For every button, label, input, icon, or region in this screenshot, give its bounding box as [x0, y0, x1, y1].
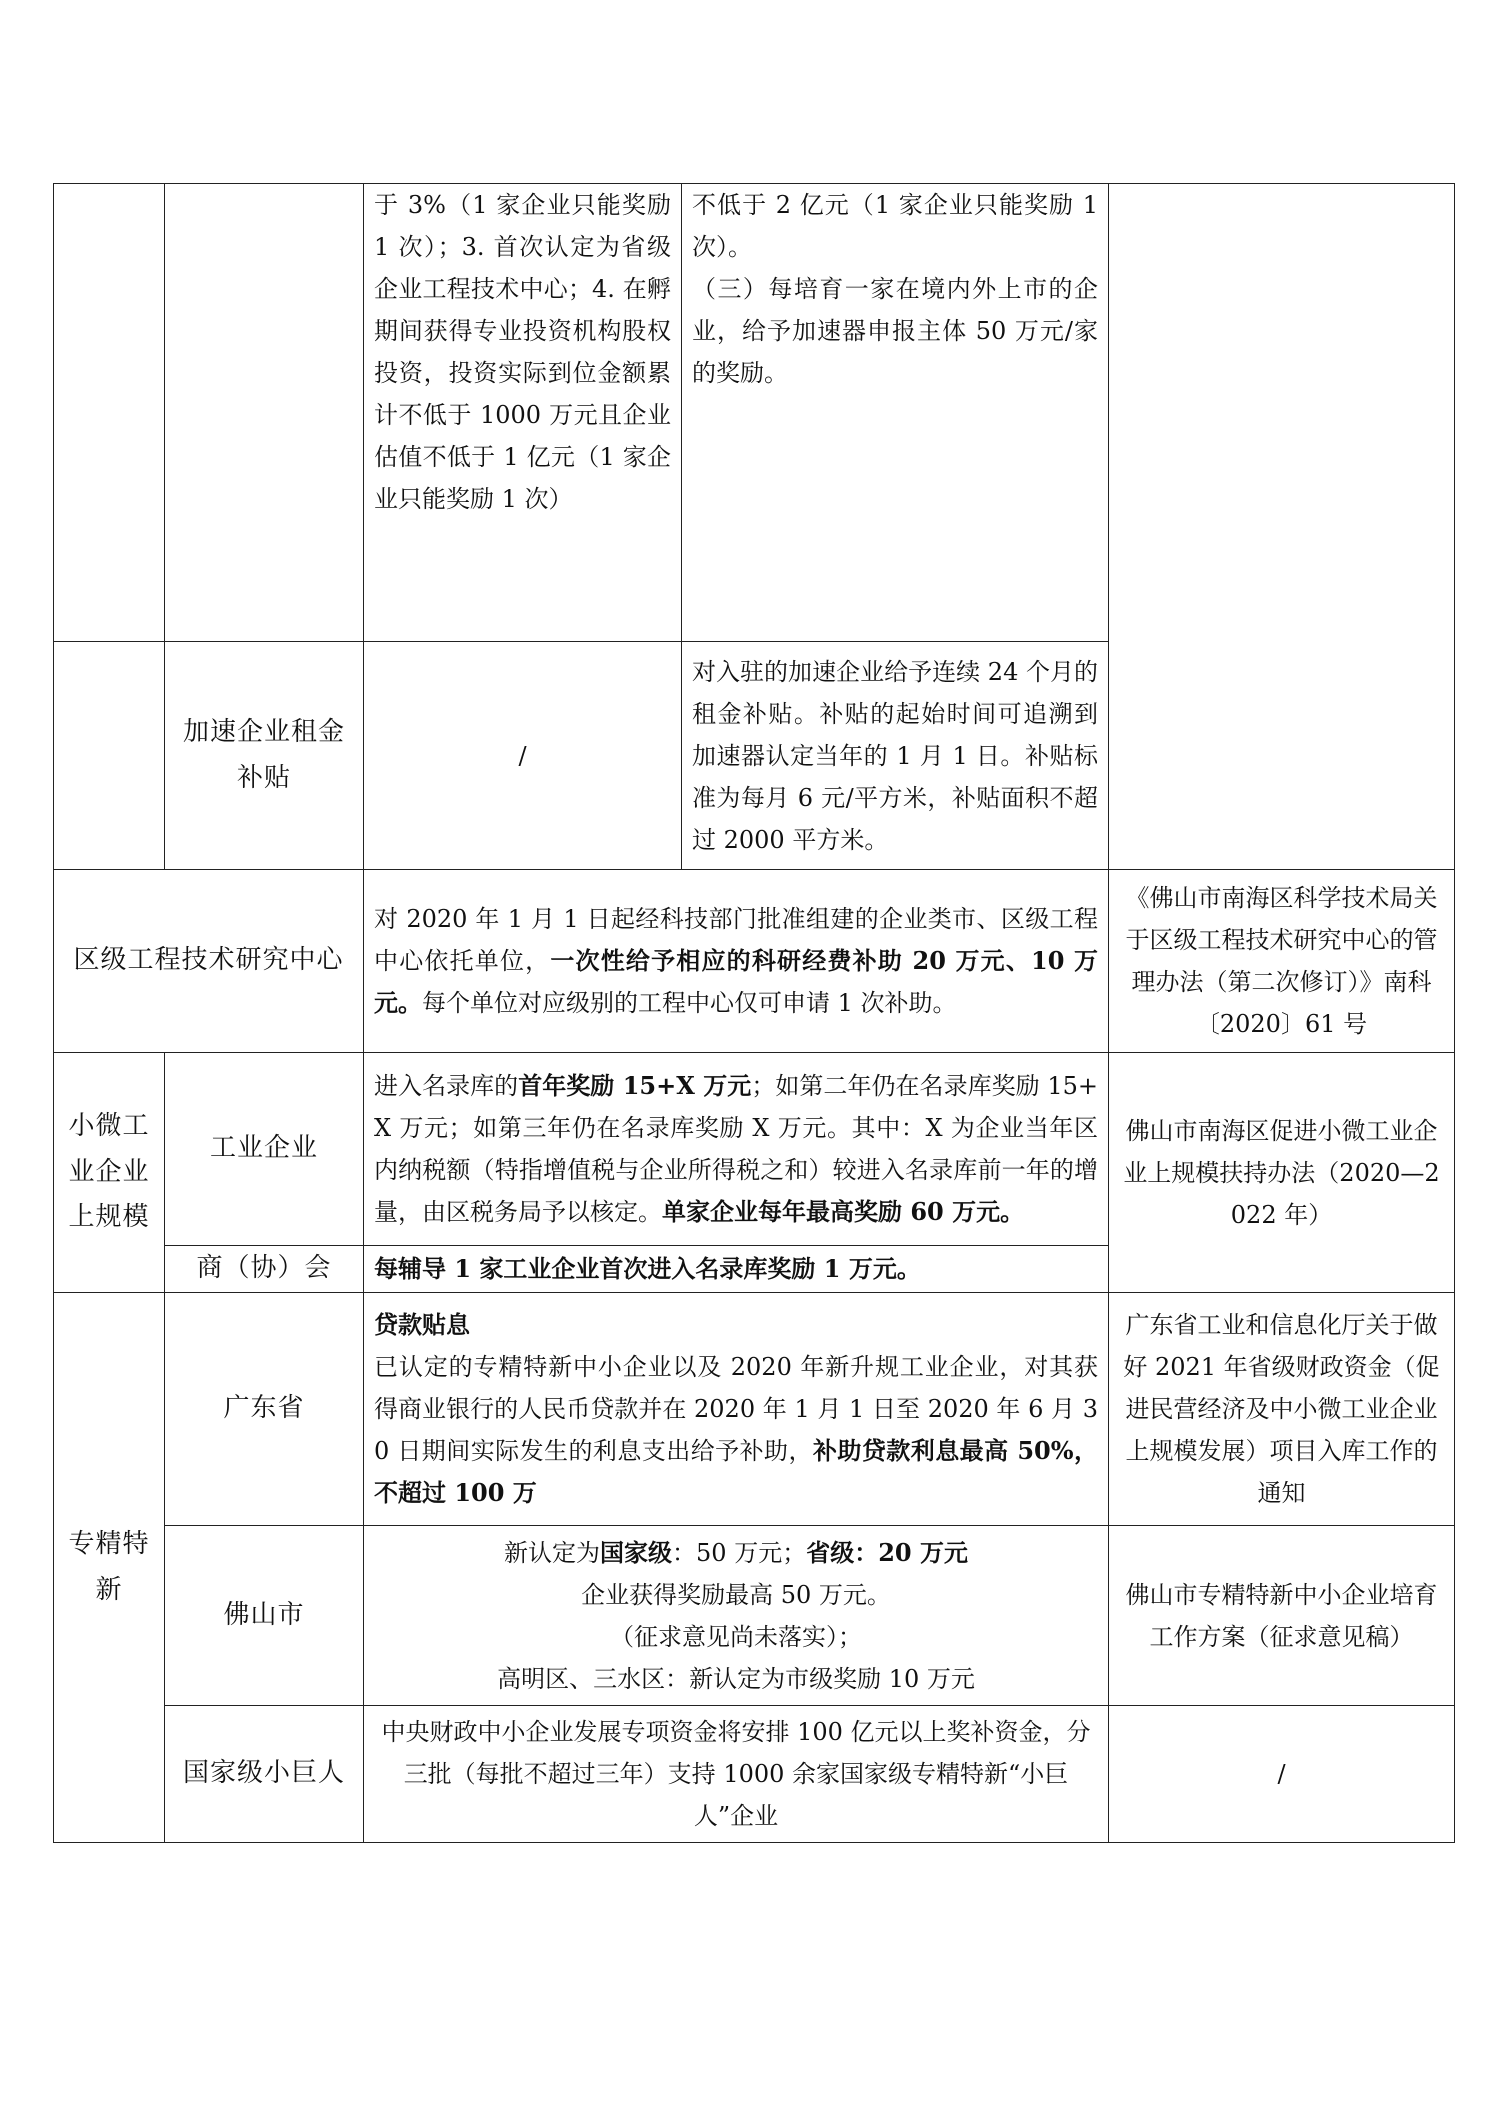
continuation-row [54, 184, 1455, 642]
industrial-text-1: 进入名录库的 [374, 1072, 519, 1100]
industrial-text-2: ；如第二年仍在名录库奖励 15+X 万元；如第三年仍在名录库奖励 X 万元。其中：X 为企业当年区内纳税额（特指增值税与企业所得税之和）较进入名录库前一年的增量，由区税务局予以核定。 [374, 1072, 1099, 1226]
small-micro-basis: 佛山市南海区促进小微工业企业上规模扶持办法（2020—2022 年） [1109, 1053, 1455, 1293]
engineering-center-text-2: 每个单位对应级别的工程中心仅可申请 1 次补助。 [422, 989, 957, 1017]
guangdong-text-1: 已认定的专精特新中小企业以及 2020 年新升规工业企业，对其获得商业银行的人民币贷款并在 2020 年 1 月 1 日至 2020 年 6 月 30 日期间实际发生的利息支出给予补助， [374, 1353, 1098, 1465]
foshan-row [54, 1526, 1455, 1706]
guangdong-row [54, 1293, 1455, 1526]
foshan-basis: 佛山市专精特新中小企业培育工作方案（征求意见稿） [1109, 1526, 1455, 1706]
category-cell-empty-2 [54, 642, 165, 870]
guangdong-heading: 贷款贴息 [374, 1310, 470, 1339]
foshan-text [364, 1526, 1109, 1706]
engineering-center-label: 区级工程技术研究中心 [54, 870, 364, 1053]
chamber-text: 每辅导 1 家工业企业首次进入名录库奖励 1 万元。 [364, 1246, 1109, 1293]
foshan-line-3: （征求意见尚未落实）； [610, 1622, 862, 1651]
engineering-center-text [364, 870, 1109, 1053]
foshan-line-1b: 国家级 [600, 1537, 673, 1567]
guangdong-label: 广东省 [165, 1293, 364, 1526]
engineering-center-text-1: 对 2020 年 1 月 1 日起经科技部门批准组建的企业类市、区级工程中心依托单位， [374, 905, 1098, 975]
criteria-continuation [364, 184, 682, 642]
national-text: 中央财政中小企业发展专项资金将安排 100 亿元以上奖补资金，分三批（每批不超过三年）支持 1000 余家国家级专精特新“小巨人”企业 [364, 1706, 1109, 1843]
basis-cell-empty [1109, 184, 1455, 870]
foshan-line-4: 高明区、三水区：新认定为市级奖励 10 万元 [497, 1664, 975, 1693]
criteria-tail-text: 于 3%（1 家企业只能奖励 1 次）；3. 首次认定为省级企业工程技术中心；4. 在孵期间获得专业投资机构股权投资，投资实际到位金额累计不低于 1000 万元且企业估值不低于 1 亿元（1 家企业只能奖励 1 次） [374, 191, 671, 513]
policy-table [53, 183, 1455, 1843]
industrial-text-bold-2: 单家企业每年最高奖励 60 万元。 [662, 1197, 1025, 1226]
guangdong-text-bold: 补助贷款利息最高 50%，不超过 100 万 [374, 1436, 1098, 1507]
reward-tail-text-2: （三）每培育一家在境内外上市的企业，给予加速器申报主体 50 万元/家的奖励。 [692, 275, 1098, 387]
reward-continuation [682, 184, 1109, 642]
national-basis: / [1109, 1706, 1455, 1843]
foshan-line-2: 企业获得奖励最高 50 万元。 [581, 1580, 891, 1609]
foshan-line-1 [374, 1532, 1098, 1574]
engineering-center-text-bold: 一次性给予相应的科研经费补助 20 万元、10 万元。 [374, 946, 1098, 1017]
foshan-line-1c: ：50 万元； [672, 1538, 807, 1567]
small-micro-industrial-row [54, 1053, 1455, 1246]
national-row [54, 1706, 1455, 1843]
industrial-text-bold-1: 首年奖励 15+X 万元 [518, 1071, 752, 1100]
foshan-line-1a: 新认定为 [504, 1538, 601, 1567]
guangdong-basis: 广东省工业和信息化厅关于做好 2021 年省级财政资金（促进民营经济及中小微工业企业上规模发展）项目入库工作的通知 [1109, 1293, 1455, 1526]
category-cell-empty [54, 184, 165, 642]
rent-subsidy-label: 加速企业租金补贴 [165, 642, 364, 870]
rent-subsidy-reward: 对入驻的加速企业给予连续 24 个月的租金补贴。补贴的起始时间可追溯到加速器认定当年的 1 月 1 日。补贴标准为每月 6 元/平方米，补贴面积不超过 2000 平方米。 [682, 642, 1109, 870]
small-micro-category: 小微工业企业上规模 [54, 1053, 165, 1293]
foshan-label: 佛山市 [165, 1526, 364, 1706]
engineering-center-basis: 《佛山市南海区科学技术局关于区级工程技术研究中心的管理办法（第二次修订）》南科〔2020〕61 号 [1109, 870, 1455, 1053]
national-label: 国家级小巨人 [165, 1706, 364, 1843]
foshan-line-1d: 省级：20 万元 [806, 1537, 968, 1567]
specialized-category: 专精特新 [54, 1293, 165, 1843]
rent-subsidy-criteria: / [364, 642, 682, 870]
industrial-text [364, 1053, 1109, 1246]
reward-tail-text-1: 不低于 2 亿元（1 家企业只能奖励 1 次）。 [692, 191, 1098, 261]
subcategory-cell-empty [165, 184, 364, 642]
industrial-label: 工业企业 [165, 1053, 364, 1246]
guangdong-text [364, 1293, 1109, 1526]
engineering-center-row [54, 870, 1455, 1053]
chamber-label: 商（协）会 [165, 1246, 364, 1293]
